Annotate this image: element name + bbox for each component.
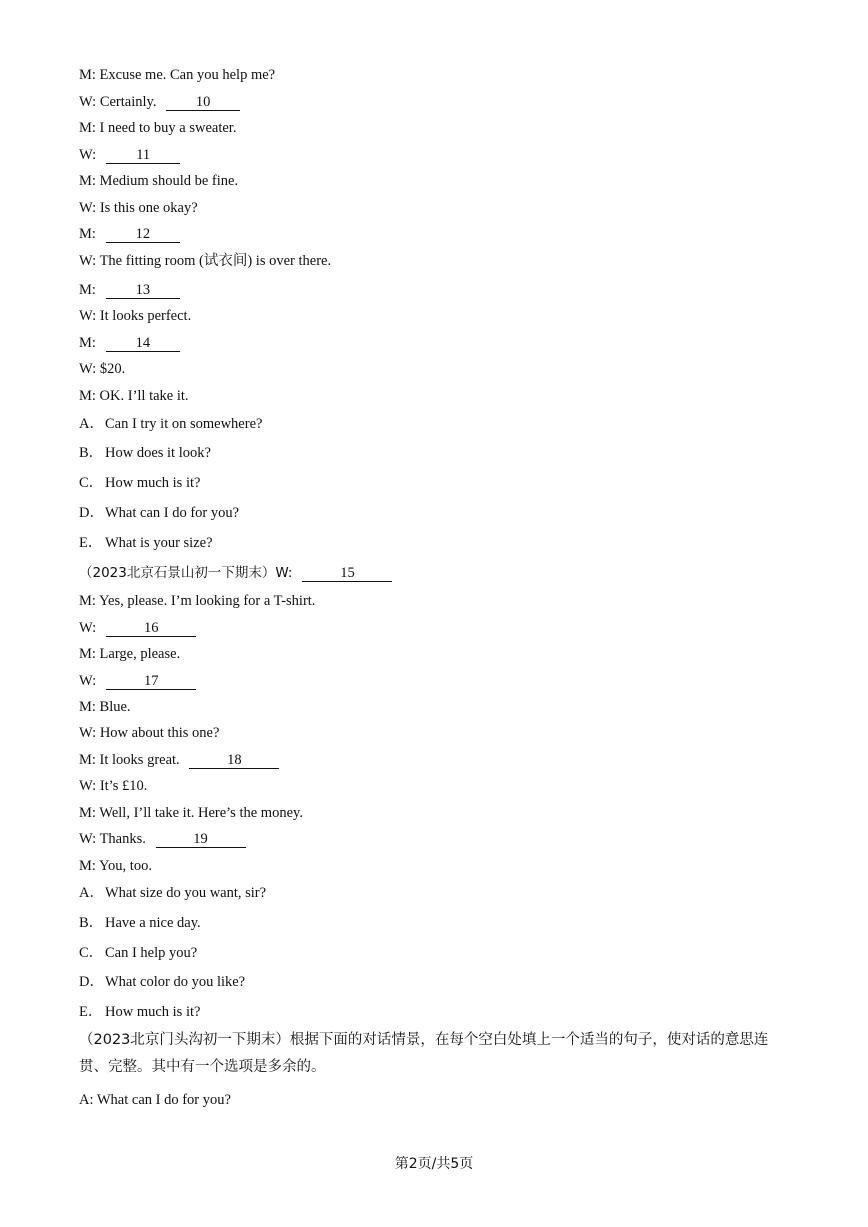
answer-blank[interactable]: 18 bbox=[189, 752, 279, 769]
page-footer: 第2页/共5页 bbox=[394, 1156, 474, 1172]
dialogue-line: M: I need to buy a sweater. bbox=[79, 120, 237, 136]
dialogue-line: W: Certainly. 10 bbox=[79, 93, 240, 111]
section-source-line: （2023北京石景山初一下期末）W: 15 bbox=[79, 564, 392, 582]
answer-blank[interactable]: 11 bbox=[106, 147, 180, 164]
answer-blank[interactable]: 17 bbox=[106, 673, 196, 690]
answer-blank[interactable]: 10 bbox=[166, 94, 240, 111]
section-instructions: （2023北京门头沟初一下期末）根据下面的对话情景，在每个空白处填上一个适当的句子，使对话的意思连贯、完整。其中有一个选项是多余的。 bbox=[79, 1032, 769, 1075]
dialogue-line: A: What can I do for you? bbox=[79, 1092, 231, 1108]
dialogue-line: M: It looks great. 18 bbox=[79, 751, 279, 769]
dialogue-line: M: Yes, please. I’m looking for a T-shirt. bbox=[79, 593, 316, 609]
answer-blank[interactable]: 12 bbox=[106, 226, 180, 243]
dialogue-line: W: Is this one okay? bbox=[79, 200, 198, 216]
option-item: A．What size do you want, sir? bbox=[79, 885, 267, 901]
option-item: A．Can I try it on somewhere? bbox=[79, 416, 263, 432]
dialogue-line: M: You, too. bbox=[79, 858, 152, 874]
answer-blank[interactable]: 14 bbox=[106, 335, 180, 352]
dialogue-line: W: It’s £10. bbox=[79, 778, 148, 794]
dialogue-line: W: How about this one? bbox=[79, 725, 220, 741]
dialogue-line: W: Thanks. 19 bbox=[79, 830, 246, 848]
option-item: B． How does it look? bbox=[79, 445, 211, 461]
option-item: E． How much is it? bbox=[79, 1004, 201, 1020]
dialogue-line: M: Blue. bbox=[79, 699, 131, 715]
option-item: C． How much is it? bbox=[79, 475, 201, 491]
option-item: D．What can I do for you? bbox=[79, 505, 240, 521]
dialogue-line: M: 14 bbox=[79, 334, 180, 352]
dialogue-line: M: 13 bbox=[79, 281, 180, 299]
option-item: B． Have a nice day. bbox=[79, 915, 201, 931]
dialogue-line: W: 11 bbox=[79, 146, 180, 164]
dialogue-line: W: It looks perfect. bbox=[79, 308, 192, 324]
answer-blank[interactable]: 13 bbox=[106, 282, 180, 299]
dialogue-line: W: 17 bbox=[79, 672, 196, 690]
answer-blank[interactable]: 15 bbox=[302, 565, 392, 582]
dialogue-line: M: OK. I’ll take it. bbox=[79, 388, 189, 404]
answer-blank[interactable]: 16 bbox=[106, 620, 196, 637]
option-item: C． Can I help you? bbox=[79, 945, 198, 961]
dialogue-line: M: Medium should be fine. bbox=[79, 173, 239, 189]
dialogue-line: M: Excuse me. Can you help me? bbox=[79, 67, 276, 83]
option-item: E． What is your size? bbox=[79, 535, 213, 551]
dialogue-line: M: 12 bbox=[79, 225, 180, 243]
dialogue-line: M: Large, please. bbox=[79, 646, 181, 662]
dialogue-line: M: Well, I’ll take it. Here’s the money. bbox=[79, 805, 303, 821]
option-item: D．What color do you like? bbox=[79, 974, 246, 990]
dialogue-line: W: The fitting room (试衣间) is over there. bbox=[79, 253, 332, 269]
dialogue-line: W: 16 bbox=[79, 619, 196, 637]
answer-blank[interactable]: 19 bbox=[156, 831, 246, 848]
dialogue-line: W: $20. bbox=[79, 361, 126, 377]
